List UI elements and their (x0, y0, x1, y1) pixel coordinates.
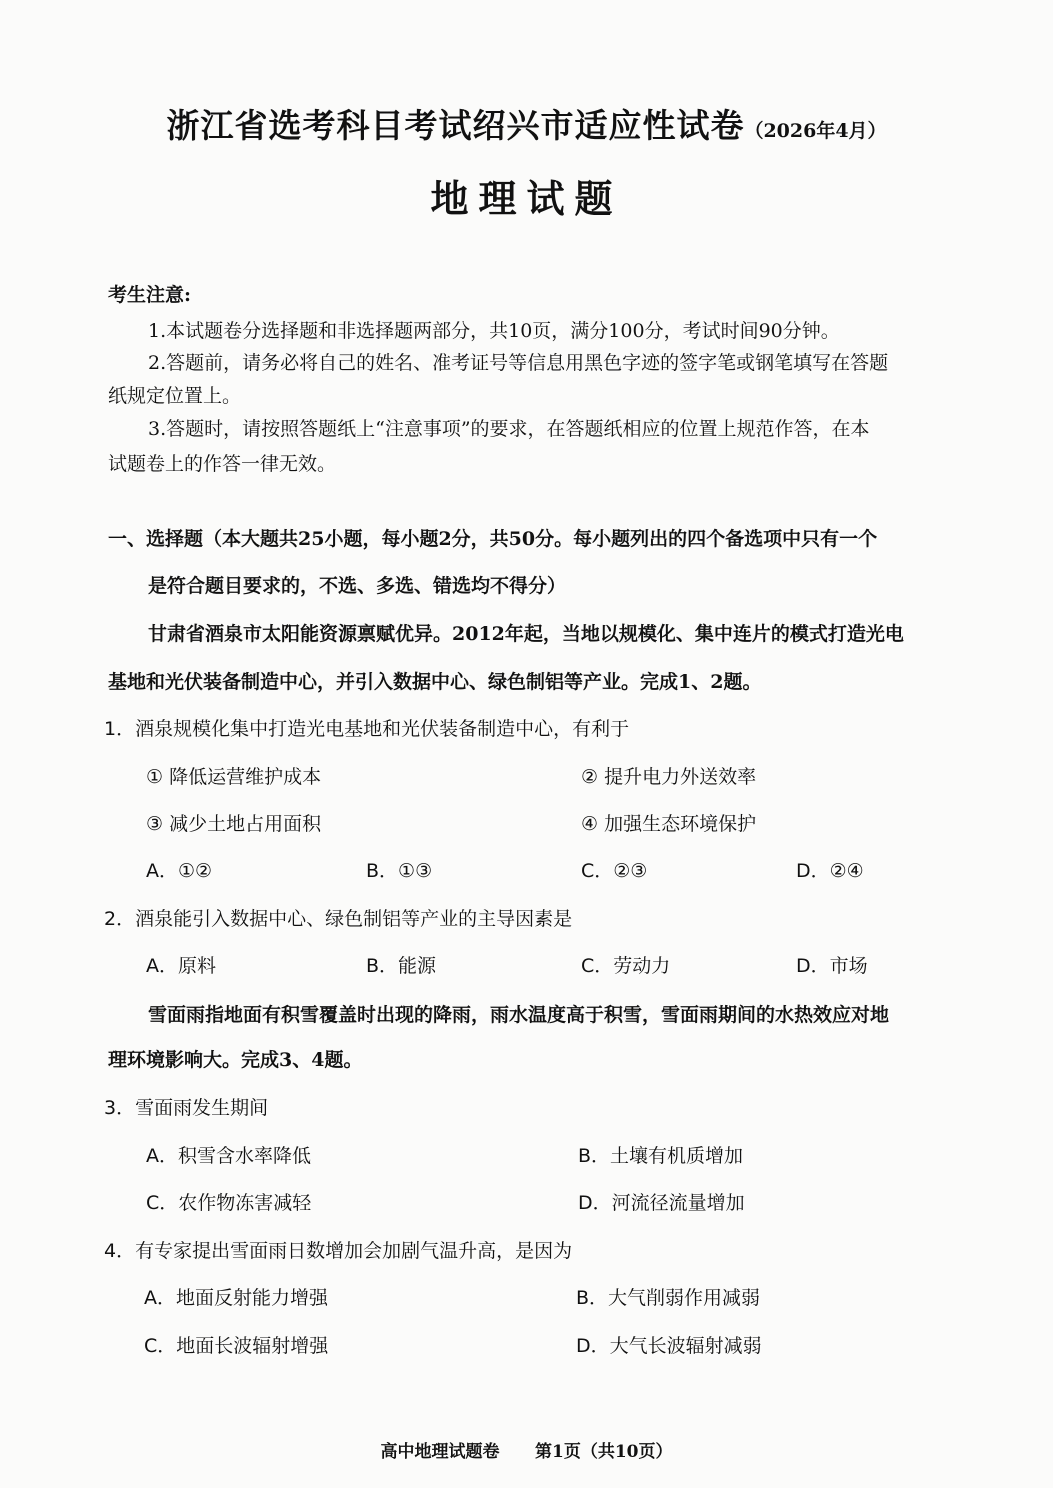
section-heading-line-2: 是符合题目要求的，不选、多选、错选均不得分） (148, 575, 567, 597)
exam-date: （2026年4月） (744, 120, 887, 142)
question-3-option-a: A．积雪含水率降低 (146, 1145, 311, 1167)
passage-2-line-2: 理环境影响大。完成3、4题。 (108, 1049, 363, 1071)
passage-1-line-2: 基地和光伏装备制造中心，并引入数据中心、绿色制铝等产业。完成1、2题。 (108, 671, 762, 693)
section-heading-line-1: 一、选择题（本大题共25小题，每小题2分，共50分。每小题列出的四个备选项中只有一个 (108, 528, 878, 550)
question-2-stem: 2．酒泉能引入数据中心、绿色制铝等产业的主导因素是 (104, 908, 573, 930)
question-1-stem: 1．酒泉规模化集中打造光电基地和光伏装备制造中心，有利于 (104, 718, 630, 740)
exam-title-text: 浙江省选考科目考试绍兴市适应性试卷 (166, 106, 745, 145)
question-3-stem: 3．雪面雨发生期间 (104, 1097, 269, 1119)
question-2-option-b: B．能源 (366, 955, 437, 977)
passage-2-line-1: 雪面雨指地面有积雪覆盖时出现的降雨，雨水温度高于积雪，雪面雨期间的水热效应对地 (148, 1004, 890, 1026)
question-1-item-4: ④ 加强生态环境保护 (581, 813, 757, 835)
passage-1-line-1: 甘肃省酒泉市太阳能资源禀赋优异。2012年起，当地以规模化、集中连片的模式打造光电 (148, 623, 904, 645)
question-1-option-b: B．①③ (366, 860, 433, 882)
question-4-stem: 4．有专家提出雪面雨日数增加会加剧气温升高，是因为 (104, 1240, 573, 1262)
notice-item-3-line-2: 试题卷上的作答一律无效。 (108, 453, 337, 475)
notice-heading: 考生注意: (108, 284, 192, 306)
question-4-option-b: B．大气削弱作用减弱 (576, 1287, 761, 1309)
notice-item-3-line-1: 3.答题时，请按照答题纸上“注意事项”的要求，在答题纸相应的位置上规范作答，在本 (148, 418, 870, 440)
question-3-option-d: D．河流径流量增加 (578, 1192, 745, 1214)
notice-item-1: 1.本试题卷分选择题和非选择题两部分，共10页，满分100分，考试时间90分钟。 (148, 320, 840, 342)
question-4-option-c: C．地面长波辐射增强 (144, 1335, 329, 1357)
question-2-option-d: D．市场 (796, 955, 868, 977)
question-1-option-d: D．②④ (796, 860, 864, 882)
question-2-option-a: A．原料 (146, 955, 216, 977)
notice-item-2-line-1: 2.答题前，请务必将自己的姓名、准考证号等信息用黑色字迹的签字笔或钢笔填写在答题 (148, 352, 889, 374)
subject-title: 地理试题 (430, 176, 623, 221)
question-4-option-a: A．地面反射能力增强 (144, 1287, 328, 1309)
question-1-item-3: ③ 减少土地占用面积 (146, 813, 322, 835)
question-2-option-c: C．劳动力 (581, 955, 671, 977)
exam-title (0, 100, 1053, 147)
question-3-option-c: C．农作物冻害减轻 (146, 1192, 312, 1214)
notice-item-2-line-2: 纸规定位置上。 (108, 385, 242, 407)
footer-page-number: 第1页（共10页） (535, 1442, 673, 1462)
question-4-option-d: D．大气长波辐射减弱 (576, 1335, 762, 1357)
question-1-option-a: A．①② (146, 860, 213, 882)
question-1-option-c: C．②③ (581, 860, 648, 882)
question-1-item-1: ① 降低运营维护成本 (146, 766, 322, 788)
question-1-item-2: ② 提升电力外送效率 (581, 766, 757, 788)
question-3-option-b: B．土壤有机质增加 (578, 1145, 744, 1167)
footer-left: 高中地理试题卷 (380, 1442, 500, 1462)
page-footer (0, 1437, 1053, 1462)
